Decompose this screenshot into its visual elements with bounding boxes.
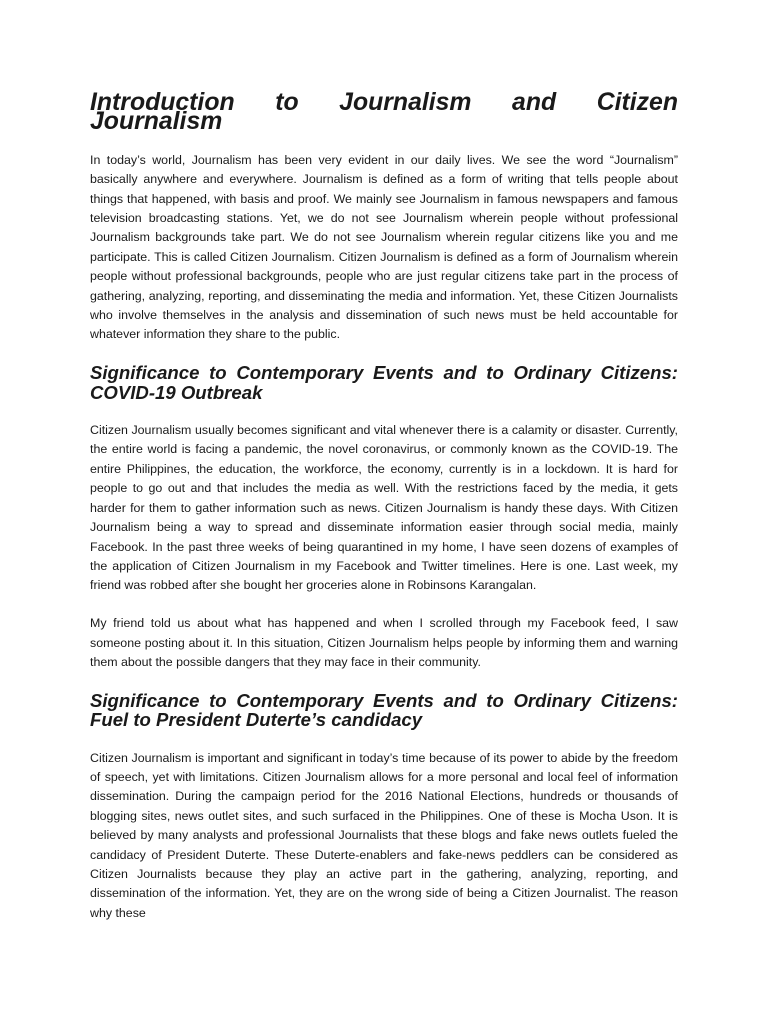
section-heading: Significance to Contemporary Events and to Ordinary Citizens: Fuel to President Duterte’s candidacy xyxy=(90,689,678,731)
section-heading: Significance to Contemporary Events and to Ordinary Citizens: COVID-19 Outbreak xyxy=(90,362,678,403)
section-paragraph: Citizen Journalism is important and significant in today’s time because of its power to abide by the freedom of speech, yet with limitations. Citizen Journalism allows for a more personal and local feel of information dissemination. During the campaign period for the 2016 National Elections, hundreds or thousands of blogging sites, news outlet sites, and such surfaced in the Philippines. One of these is Mocha Uson. It is believed by many analysts and professional Journalists that these blogs and fake news outlets fueled the candidacy of President Duterte. These Duterte-enablers and fake-news peddlers can be considered as Citizen Journalists because they play an active part in the gathering, analyzing, reporting, and dissemination of the information. Yet, they are on the wrong side of being a Citizen Journalist. The reason why these xyxy=(90,750,678,920)
document-page xyxy=(90,89,678,923)
section-duterte-candidacy xyxy=(90,691,678,923)
section-heading: Introduction to Journalism and Citizen Journalism xyxy=(90,89,678,136)
section-paragraph: In today’s world, Journalism has been very evident in our daily lives. We see the word “Journalism” basically anywhere and everywhere. Journalism is defined as a form of writing that tells people about things that happened, with basis and proof. We mainly see Journalism in famous newspapers and famous television broadcasting stations. Yet, we do not see Journalism wherein people without professional Journalism backgrounds take part. We do not see Journalism wherein regular citizens like you and me participate. This is called Citizen Journalism. Citizen Journalism is defined as a form of Journalism wherein people without professional backgrounds, people who are just regular citizens take part in the process of gathering, analyzing, reporting, and disseminating the media and information. Yet, these Citizen Journalists who involve themselves in the analysis and dissemination of such news must be held accountable for whatever information they share to the public. xyxy=(90,152,678,342)
section-covid-outbreak xyxy=(90,363,678,690)
section-paragraph: My friend told us about what has happened and when I scrolled through my Facebook feed, I saw someone posting about it. In this situation, Citizen Journalism helps people by informing them and warning them about the possible dangers that they may face in their community. xyxy=(90,616,678,669)
section-introduction xyxy=(90,89,678,363)
section-paragraph: Citizen Journalism usually becomes significant and vital whenever there is a calamity or disaster. Currently, the entire world is facing a pandemic, the novel coronavirus, or commonly known as the COVID-19. The entire Philippines, the education, the workforce, the economy, currently is in a lockdown. It is hard for people to go out and that includes the media as well. With the restrictions faced by the media, it gets harder for them to gather information such as news. Citizen Journalism is handy these days. With Citizen Journalism being a way to spread and disseminate information easier through social media, mainly Facebook. In the past three weeks of being quarantined in my home, I have seen dozens of examples of the application of Citizen Journalism in my Facebook and Twitter timelines. Here is one. Last week, my friend was robbed after she bought her groceries alone in Robinsons Karangalan. xyxy=(90,423,678,593)
